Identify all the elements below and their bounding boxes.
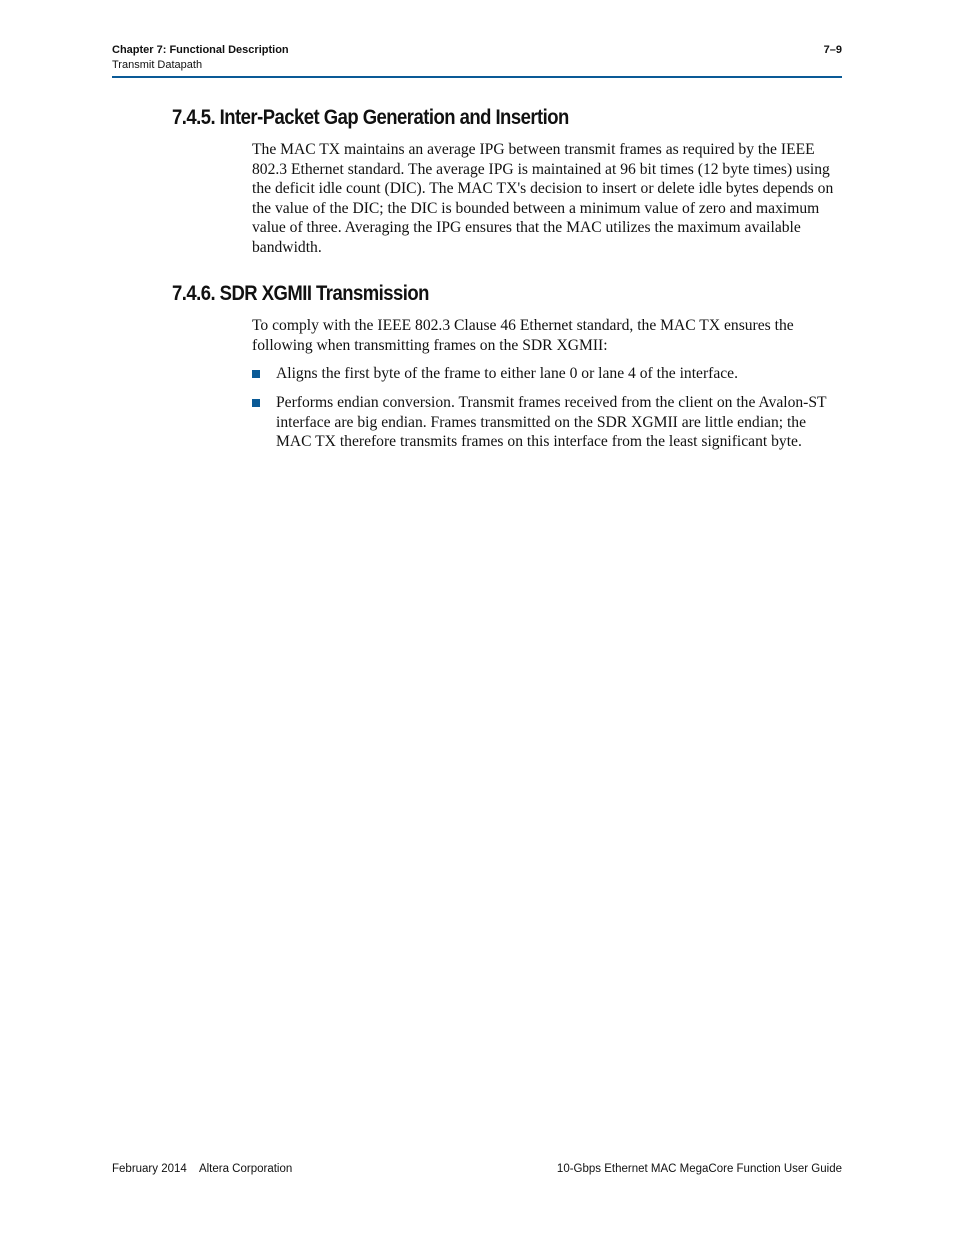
ipg-paragraph: The MAC TX maintains an average IPG between transmit frames as required by the IEEE 802.3 Ethernet standard. The average IPG is maintained at 96 bit times (12 byte times) using the deficit idle count (DIC). The MAC TX's decision to insert or delete idle bytes depends on the value of the DIC; the DIC is bounded between a minimum value of zero and maximum value of three. Averaging the IPG ensures that the MAC utilizes the maximum available bandwidth. (252, 141, 834, 256)
footer-date-publisher: February 2014 Altera Corporation (112, 1163, 293, 1175)
section-heading-ipg: 7.4.5. Inter-Packet Gap Generation and Insertion (172, 106, 569, 129)
header-divider (112, 76, 842, 78)
sdr-xgmii-paragraph: To comply with the IEEE 802.3 Clause 46 Ethernet standard, the MAC TX ensures the following when transmitting frames on the SDR XGMII: (252, 317, 794, 354)
chapter-title: Chapter 7: Functional Description (112, 44, 289, 56)
square-bullet-icon (252, 399, 260, 407)
list-item (252, 393, 842, 452)
list-item-text: Performs endian conversion. Transmit frames received from the client on the Avalon-ST interface are big endian. Frames transmitted on the SDR XGMII are little endian; the MAC TX therefore transmits frames on this interface from the least significant byte. (276, 394, 827, 450)
square-bullet-icon (252, 370, 260, 378)
page-number: 7–9 (823, 44, 842, 56)
section-title: Transmit Datapath (112, 59, 203, 71)
footer-document-title: 10-Gbps Ethernet MAC MegaCore Function User Guide (556, 1163, 842, 1175)
running-header (112, 43, 289, 73)
section-heading-sdr-xgmii: 7.4.6. SDR XGMII Transmission (172, 282, 429, 305)
sdr-xgmii-bullet-list (252, 364, 842, 461)
list-item-text: Aligns the first byte of the frame to either lane 0 or lane 4 of the interface. (276, 365, 739, 382)
list-item (252, 364, 842, 384)
